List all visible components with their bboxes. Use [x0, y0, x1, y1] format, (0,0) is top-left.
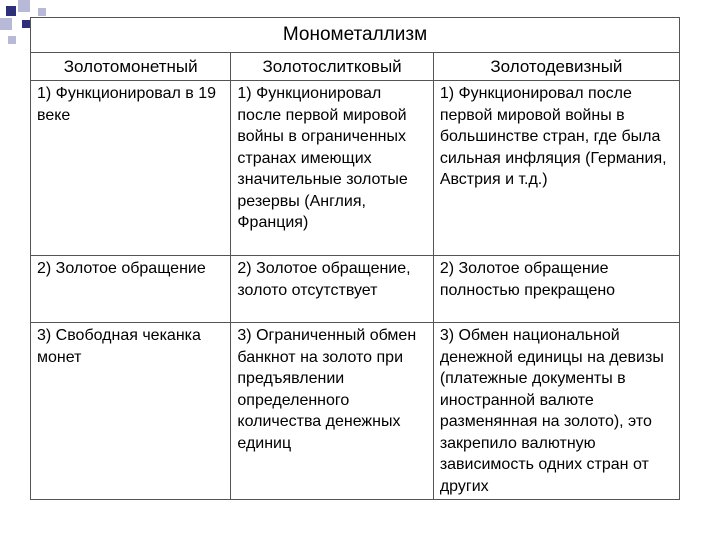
deco-square-light-3	[38, 8, 46, 16]
deco-square-dark-2	[22, 20, 30, 28]
header-gold-coin: Золотомонетный	[31, 53, 231, 81]
table-cell: 2) Золотое обращение полностью прекращено	[433, 256, 679, 323]
deco-square-light-1	[18, 0, 30, 12]
table-row	[31, 256, 680, 323]
table-cell: 3) Обмен национальной денежной единицы на девизы (платежные документы в иностранной валюте разменянная на золото), это закрепило валютную зависимость одних стран от других	[433, 323, 679, 500]
header-row	[31, 53, 680, 81]
title-row	[31, 18, 680, 53]
table-row	[31, 81, 680, 256]
table-cell: 1) Функционировал после первой мировой войны в ограниченных странах имеющих значительные золотые резервы (Англия, Франция)	[231, 81, 433, 256]
header-gold-exchange: Золотодевизный	[433, 53, 679, 81]
table-row	[31, 323, 680, 500]
table-title: Монометаллизм	[31, 18, 680, 53]
monometallism-table-container	[30, 17, 680, 500]
table-cell: 1) Функционировал после первой мировой войны в большинстве стран, где была сильная инфляция (Германия, Австрия и т.д.)	[433, 81, 679, 256]
deco-square-light-4	[8, 36, 16, 44]
deco-square-dark-1	[6, 6, 16, 16]
table-cell: 1) Функционировал в 19 веке	[31, 81, 231, 256]
header-gold-bullion: Золотослитковый	[231, 53, 433, 81]
monometallism-table	[30, 17, 680, 500]
table-cell: 3) Свободная чеканка монет	[31, 323, 231, 500]
table-cell: 2) Золотое обращение, золото отсутствует	[231, 256, 433, 323]
table-cell: 3) Ограниченный обмен банкнот на золото при предъявлении определенного количества денежных единиц	[231, 323, 433, 500]
table-cell: 2) Золотое обращение	[31, 256, 231, 323]
deco-square-light-2	[0, 18, 12, 30]
